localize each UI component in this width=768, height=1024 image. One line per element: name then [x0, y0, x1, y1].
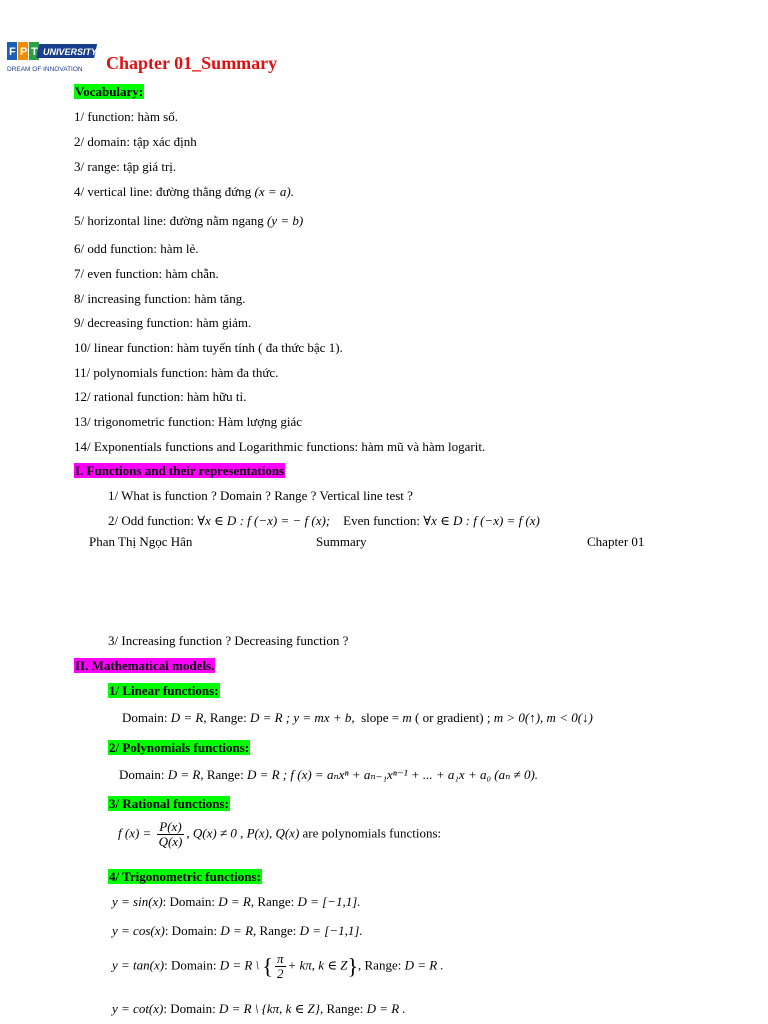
vocab-item: 6/ odd function: hàm lẻ. — [74, 241, 199, 256]
vocab-item: 7/ even function: hàm chẵn. — [74, 266, 219, 281]
pi-over-2-fraction: $\frac{\pi}{2}$ — [276, 951, 284, 981]
vocab-item: 12/ rational function: hàm hữu tỉ. — [74, 389, 247, 404]
vocab-item: 8/ increasing function: hàm tăng. — [74, 291, 246, 306]
section1-line1: 1/ What is function ? Domain ? Range ? Vertical line test ? — [108, 488, 413, 503]
rational-line: f (x) = $\frac{P(x)}{Q(x)}$ , Q(x) ≠ 0 , P(x), Q(x) are polynomials functions: — [118, 819, 442, 849]
vocab-item: 3/ range: tập giá trị. — [74, 159, 177, 174]
trig-heading: 4/ Trigonometric functions: — [109, 869, 261, 884]
linear-line: Domain: D = R, Range: D = R ; y = mx + b, slope = m ( or gradient) ; m > 0(↑), m < 0(↓) — [122, 710, 593, 725]
vocab-item: 9/ decreasing function: hàm giảm. — [74, 315, 252, 330]
fpt-university-logo — [5, 40, 99, 74]
rational-heading: 3/ Rational functions: — [109, 796, 229, 811]
svg-text:F: F — [9, 46, 16, 58]
horizontal-line-math: (y = b) — [267, 213, 304, 228]
vertical-line-math: (x = a). — [254, 184, 294, 199]
vocab-item: 10/ linear function: hàm tuyến tính ( đa thức bậc 1). — [74, 340, 343, 355]
section2-heading: II. Mathematical models. — [75, 658, 215, 673]
trig-row-sin: y = sin(x): Domain: D = R, Range: D = [−1,1]. — [112, 894, 361, 909]
vocab-item: 14/ Exponentials functions and Logarithmic functions: hàm mũ và hàm logarit. — [74, 439, 486, 454]
poly-heading: 2/ Polynomials functions: — [109, 740, 250, 755]
trig-row-cot: y = cot(x): Domain: D = R \ {kπ, k ∈ Z}, Range: D = R . — [112, 1001, 406, 1016]
vocab-item: 2/ domain: tập xác định — [74, 134, 197, 149]
vocabulary-heading: Vocabulary: — [75, 84, 144, 99]
section1-heading: I. Functions and their representations — [75, 463, 285, 478]
footer-center: Summary — [316, 534, 367, 549]
vocab-item: 4/ vertical line: đường thẳng đứng (x = a). — [74, 184, 294, 199]
section1-line2: 2/ Odd function: ∀x ∈ D : f (−x) = − f (x); Even function: ∀x ∈ D : f (−x) = f (x) — [108, 513, 540, 528]
vocab-item: 5/ horizontal line: đường nằm ngang (y = b) — [74, 213, 304, 228]
poly-line: Domain: D = R, Range: D = R ; f (x) = aₙxⁿ + aₙ₋₁xⁿ⁻¹ + ... + a₁x + a₀ (aₙ ≠ 0). — [119, 767, 539, 782]
linear-heading: 1/ Linear functions: — [109, 683, 219, 698]
vocab-item: 11/ polynomials function: hàm đa thức. — [74, 365, 279, 380]
page-title: Chapter 01_Summary — [106, 53, 278, 73]
logo-tagline: DREAM OF INNOVATION — [7, 66, 83, 73]
trig-row-cos: y = cos(x): Domain: D = R, Range: D = [−1,1]. — [112, 923, 363, 938]
footer-right: Chapter 01 — [587, 534, 645, 549]
odd-function-formula: ∀x ∈ D : f (−x) = − f (x); — [197, 513, 331, 528]
logo-text: UNIVERSITY — [43, 47, 98, 57]
footer-author: Phan Thị Ngọc Hân — [89, 534, 193, 549]
svg-text:P: P — [20, 46, 28, 58]
vocab-item: 1/ function: hàm số. — [74, 109, 178, 124]
even-function-formula: ∀x ∈ D : f (−x) = f (x) — [423, 513, 540, 528]
section1-line3: 3/ Increasing function ? Decreasing function ? — [108, 633, 349, 648]
rational-fraction: $\frac{P(x)}{Q(x)}$ — [158, 819, 183, 849]
svg-text:T: T — [31, 46, 38, 58]
vocab-item: 13/ trigonometric function: Hàm lượng giác — [74, 414, 303, 429]
trig-row-tan: y = tan(x): Domain: D = R \ { $\frac{\pi}{2}$ + kπ, k ∈ Z}, Range: D = R . — [112, 951, 444, 981]
